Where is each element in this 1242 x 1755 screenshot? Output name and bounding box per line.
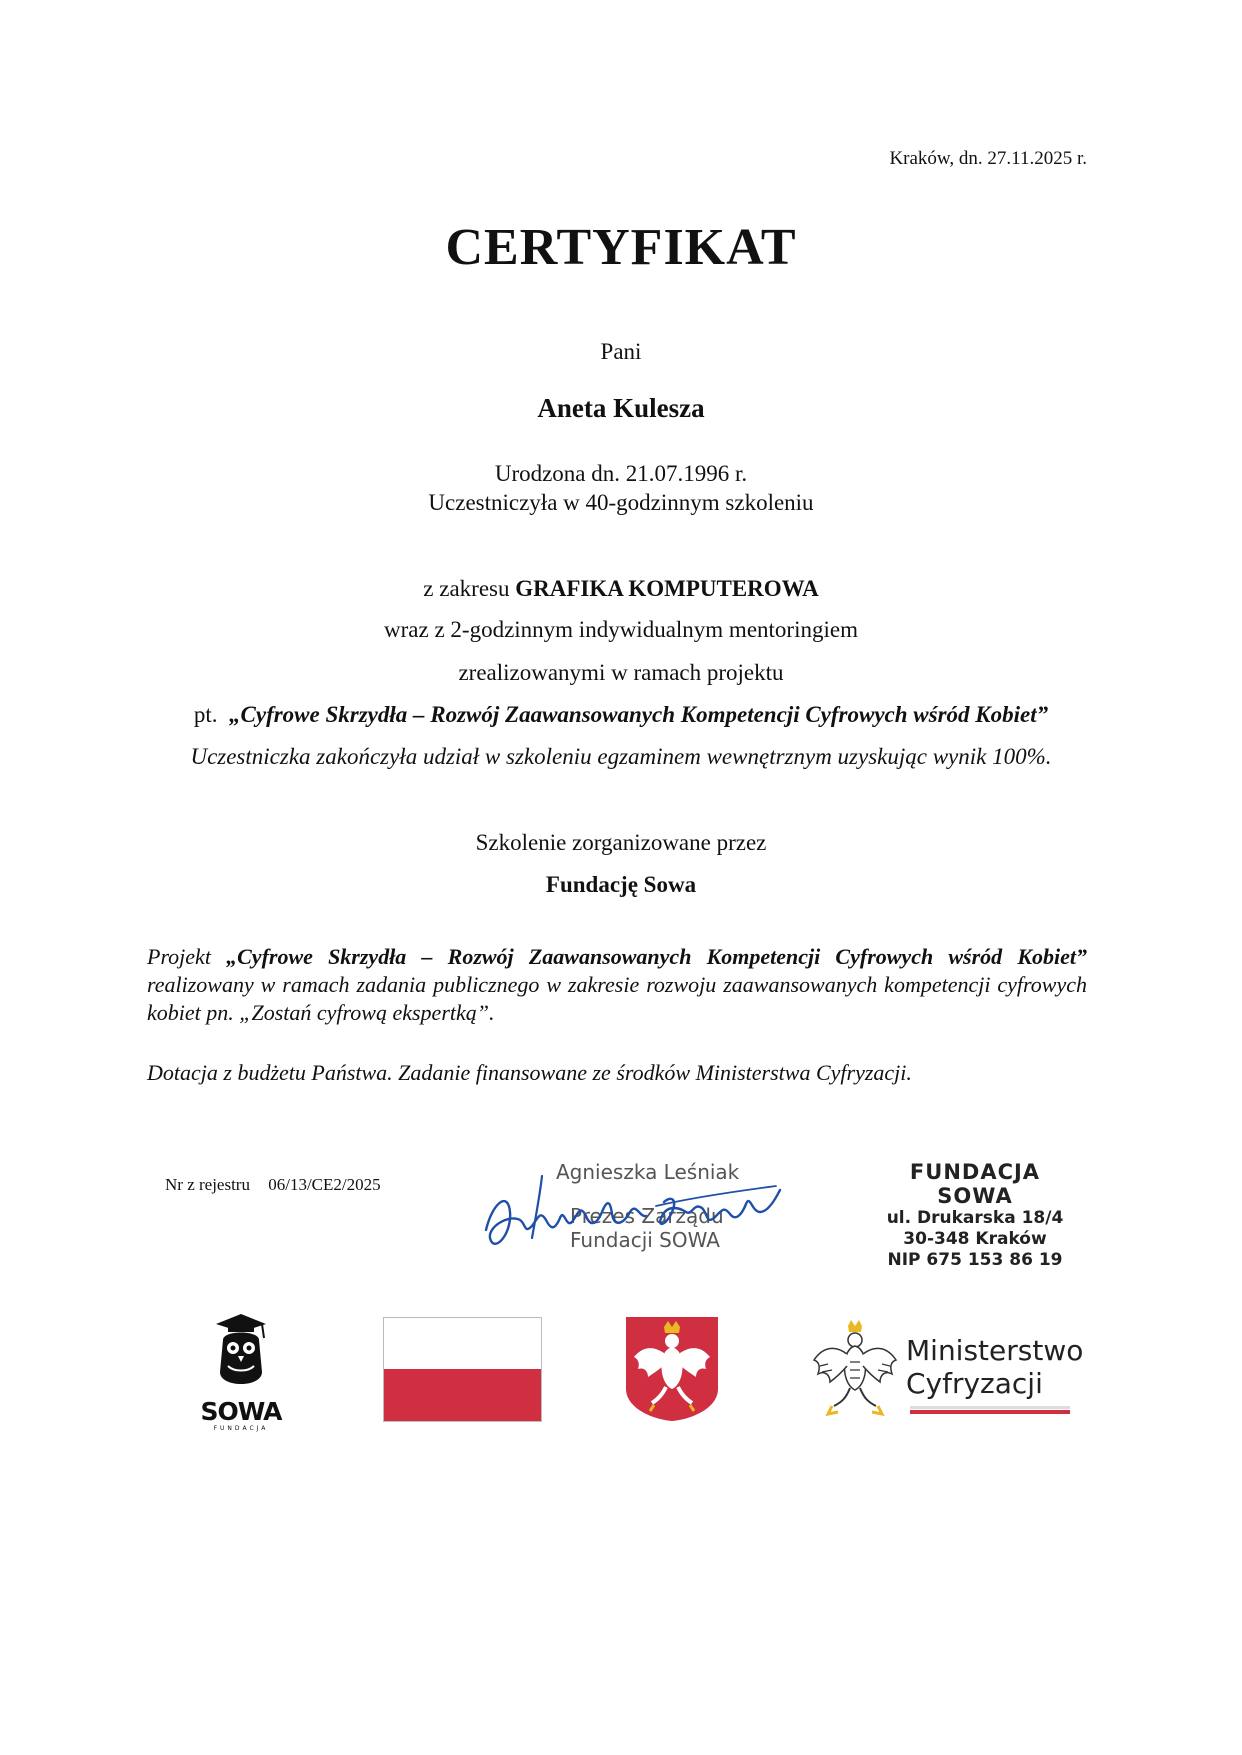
eagle-emblem-icon	[812, 1320, 898, 1426]
ministry-white-stripe	[910, 1406, 1070, 1409]
stamp-city: 30-348 Kraków	[903, 1229, 1047, 1249]
project-note-prefix: Projekt	[147, 944, 211, 969]
ministry-name	[906, 1334, 1083, 1400]
salutation: Pani	[600, 339, 642, 364]
polish-coat-of-arms	[624, 1315, 720, 1423]
mentoring-text: wraz z 2-godzinnym indywidualnym mentoringiem	[384, 617, 858, 642]
course-scope	[0, 575, 1242, 603]
exam-result: Uczestniczka zakończyła udział w szkoleniu egzaminem wewnętrznym uzyskując wynik 100%.	[190, 744, 1052, 769]
signature-role: Prezes Zarządu	[570, 1204, 724, 1228]
sowa-logo-subtext: FUNDACJA	[213, 1425, 269, 1432]
stamp-nip: NIP 675 153 86 19	[887, 1250, 1063, 1270]
registry-label: Nr z rejestru	[165, 1175, 250, 1194]
ministry-name-line1: Ministerstwo	[906, 1334, 1084, 1367]
project-note-rest: realizowany w ramach zadania publicznego w zakresie rozwoju zaawansowanych kompetencji cyfrowych kobiet pn. „Zostań cyfrową ekspertką”.	[147, 972, 1087, 1025]
project-prefix: pt.	[193, 702, 218, 727]
recipient-name: Aneta Kulesza	[537, 393, 705, 423]
signature-org: Fundacji SOWA	[570, 1228, 720, 1252]
organizer-intro: Szkolenie zorganizowane przez	[475, 830, 767, 855]
participation-text: Uczestniczyła w 40-godzinnym szkoleniu	[428, 490, 814, 515]
issue-date: Kraków, dn. 27.11.2025 r.	[889, 148, 1087, 169]
stamp-org: FUNDACJA SOWA	[909, 1160, 1041, 1208]
signature-name: Agnieszka Leśniak	[556, 1160, 740, 1184]
handwritten-signature	[480, 1168, 800, 1258]
organizer-name: Fundację Sowa	[545, 872, 697, 897]
funding-note: Dotacja z budżetu Państwa. Zadanie finansowane ze środków Ministerstwa Cyfryzacji.	[147, 1060, 912, 1085]
project-title-line	[0, 701, 1242, 729]
organization-stamp	[870, 1160, 1080, 1271]
owl-icon	[198, 1310, 284, 1394]
flag-red-stripe	[384, 1369, 541, 1421]
flag-white-stripe	[384, 1318, 541, 1369]
certificate-title: CERTYFIKAT	[445, 219, 797, 276]
course-scope-prefix: z zakresu	[423, 576, 510, 601]
ministry-name-line2: Cyfryzacji	[906, 1367, 1043, 1400]
realized-text: zrealizowanymi w ramach projektu	[458, 660, 784, 685]
stamp-street: ul. Drukarska 18/4	[886, 1208, 1064, 1228]
white-eagle-icon	[624, 1315, 720, 1423]
registry-value: 06/13/CE2/2025	[268, 1175, 381, 1194]
project-note-name: „Cyfrowe Skrzydła – Rozwój Zaawansowanych Kompetencji Cyfrowych wśród Kobiet”	[226, 944, 1088, 969]
signature-block	[480, 1160, 800, 1260]
birth-date: Urodzona dn. 21.07.1996 r.	[494, 461, 748, 486]
polish-flag	[383, 1317, 542, 1422]
ministry-logo	[812, 1320, 1082, 1430]
project-name: „Cyfrowe Skrzydła – Rozwój Zaawansowanych Kompetencji Cyfrowych wśród Kobiet”	[229, 702, 1049, 727]
course-name: GRAFIKA KOMPUTEROWA	[515, 576, 819, 601]
registry-number	[165, 1175, 395, 1195]
ministry-red-stripe	[910, 1410, 1070, 1414]
sowa-logo-text: SOWA	[200, 1397, 282, 1426]
project-note	[147, 943, 1087, 1027]
sowa-logo	[198, 1310, 284, 1430]
